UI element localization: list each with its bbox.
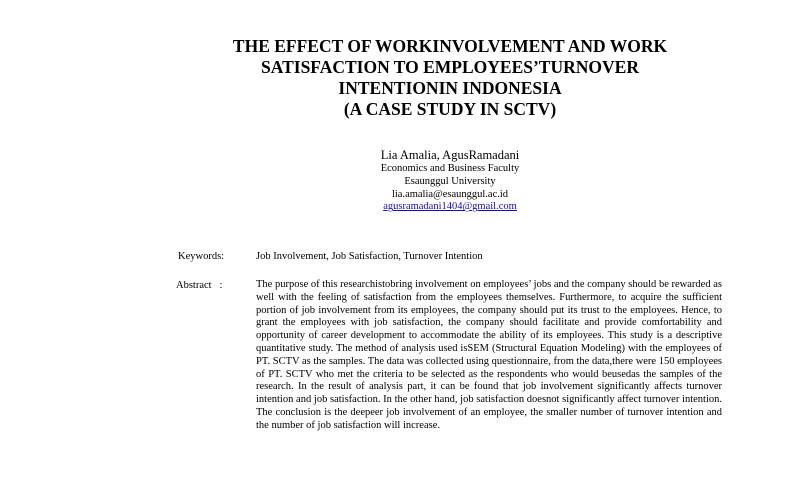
title-line-2: SATISFACTION TO EMPLOYEES’TURNOVER bbox=[261, 57, 639, 77]
abstract-label: Abstract : bbox=[176, 280, 223, 291]
author-faculty: Economics and Business Faculty bbox=[380, 163, 520, 174]
title-line-3: INTENTIONIN INDONESIA bbox=[338, 78, 562, 98]
author-email-2-link[interactable]: agusramadani1404@gmail.com bbox=[383, 201, 517, 213]
abstract-text: The purpose of this researchistobring involvement on employees’ jobs and the company should be rewarded as well with the feeling of satisfaction from the employees themselves. Furthermore, to acquire the sufficient portion of job involvement from its employees, the company should put its trust to the employees. Hence, to grant the employees with job satisfaction, the company should facilitate and provide comfortability and opportunity of career development to accommodate the ability of its employees. This study is a descriptive quantitative study. The method of analysis used isSEM (Structural Equation Modeling) with the employees of PT. SCTV as the samples. The data was collected using questionnaire, from the data,there were 150 employees of PT. SCTV who met the criteria to be selected as the respondents who would beusedas the samples of the research. In the result of analysis part, it can be found that job involvement significantly affects turnover intention and job satisfaction. In the other hand, job satisfaction doesnot significantly affect turnover intention. The conclusion is the deepeer job involvement of an employee, the smaller number of turnover intention and the number of job satisfaction will increase. bbox=[256, 279, 722, 431]
author-block bbox=[0, 148, 795, 214]
title-line-1: THE EFFECT OF WORKINVOLVEMENT AND WORK bbox=[232, 36, 668, 56]
keywords-label: Keywords: bbox=[178, 251, 225, 262]
keywords-value: Job Involvement, Job Satisfaction, Turnover Intention bbox=[256, 251, 483, 262]
author-names: Lia Amalia, AgusRamadani bbox=[380, 148, 520, 162]
author-university: Esaunggul University bbox=[404, 175, 496, 187]
author-email-1: lia.amalia@esaunggul.ac.id bbox=[391, 188, 509, 200]
title-line-4: (A CASE STUDY IN SCTV) bbox=[343, 99, 557, 119]
paper-title bbox=[0, 36, 795, 120]
